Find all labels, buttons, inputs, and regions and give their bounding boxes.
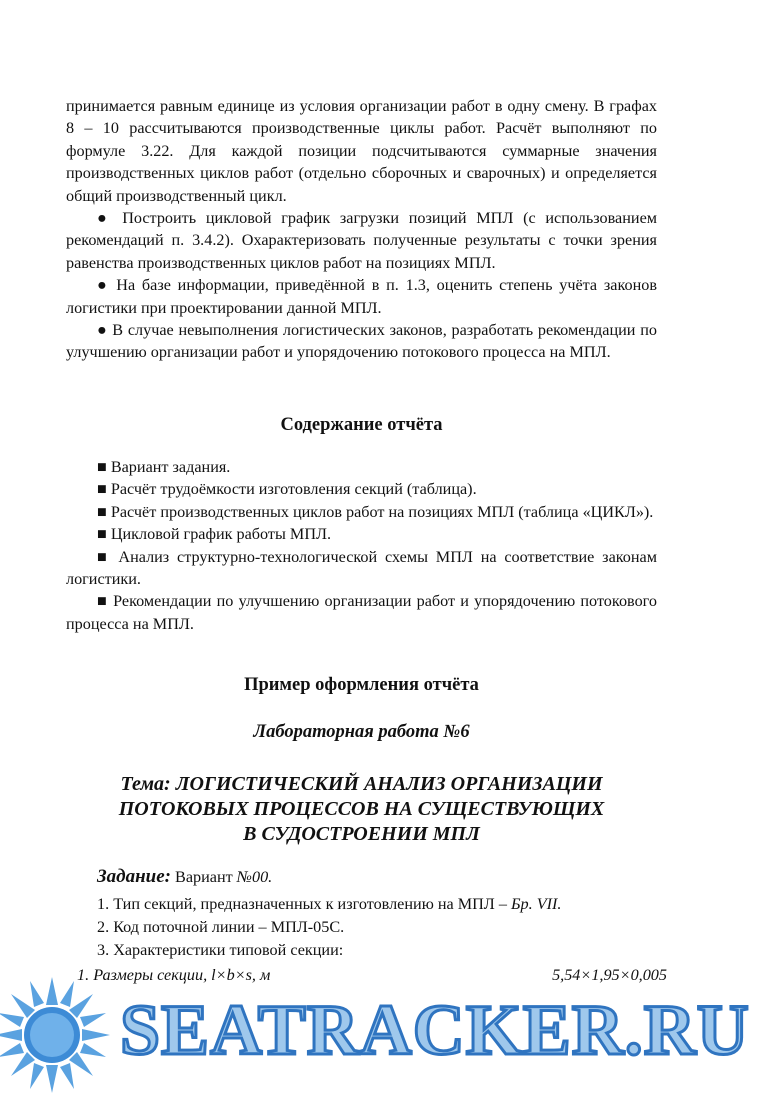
topic-line-1: Тема: ЛОГИСТИЧЕСКИЙ АНАЛИЗ ОРГАНИЗАЦИИ xyxy=(120,773,603,795)
watermark-text: SEATRACKER.RU xyxy=(120,990,750,1070)
task-variant-prefix: Вариант xyxy=(175,868,237,886)
task-item-1-value: Бр. VII. xyxy=(510,895,562,913)
topic-line-2: ПОТОКОВЫХ ПРОЦЕССОВ НА СУЩЕСТВУЮЩИХ xyxy=(118,798,605,820)
report-contents-heading: Содержание отчёта xyxy=(280,415,443,435)
spec-value: 5,54×1,95×0,005 xyxy=(552,966,667,984)
task-item-1-text: 1. Тип секций, предназначенных к изготовлению на МПЛ – xyxy=(97,895,511,913)
report-item-4: ■ Цикловой график работы МПЛ. xyxy=(97,525,332,544)
topic-heading xyxy=(66,772,657,847)
report-item-2: ■ Расчёт трудоёмкости изготовления секций (таблица). xyxy=(97,480,477,499)
intro-paragraph-3: ● На базе информации, приведённой в п. 1.3, оценить степень учёта законов логистики при проектировании данной МПЛ. xyxy=(66,276,657,317)
task-items xyxy=(97,893,657,962)
report-item-5: ■ Анализ структурно-технологической схемы МПЛ на соответствие законам логистики. xyxy=(66,547,657,589)
topic-line-3: В СУДОСТРОЕНИИ МПЛ xyxy=(243,823,480,845)
task-item-3: 3. Характеристики типовой секции: xyxy=(97,941,344,959)
report-item-3: ■ Расчёт производственных циклов работ на позициях МПЛ (таблица «ЦИКЛ»). xyxy=(97,502,654,521)
task-line xyxy=(97,866,272,888)
lab-work-title: Лабораторная работа №6 xyxy=(253,722,470,742)
task-label: Задание: xyxy=(97,866,171,887)
task-variant xyxy=(175,868,272,886)
intro-paragraph-1: принимается равным единице из условия организации работ в одну смену. В графах 8 – 10 рассчитываются производственные циклы работ. Расчёт выполняют по формуле 3.22. Для каждой позиции подсчитываются суммарные значения производственных циклов работ (отдельно сборочных и сварочных) и определяется общий производственный цикл. xyxy=(66,97,657,205)
example-heading: Пример оформления отчёта xyxy=(244,675,479,695)
report-item-1: ■ Вариант задания. xyxy=(97,458,231,476)
report-contents-list xyxy=(66,456,657,635)
spec-label: 1. Размеры секции, l×b×s, м xyxy=(77,966,271,984)
intro-text xyxy=(66,95,657,364)
task-item-2: 2. Код поточной линии – МПЛ-05С. xyxy=(97,918,345,936)
intro-paragraph-4: ● В случае невыполнения логистических законов, разработать рекомендации по улучшению организации работ и упорядочению потокового процесса на МПЛ. xyxy=(66,321,657,362)
task-variant-number: №00. xyxy=(236,868,273,886)
intro-paragraph-2: ● Построить цикловой график загрузки позиций МПЛ (с использованием рекомендаций п. 3.4.2). Охарактеризовать полученные результаты с точки зрения равенства производственных циклов работ на позициях МПЛ. xyxy=(66,209,657,272)
task-item-1 xyxy=(97,893,657,916)
report-item-6: ■ Рекомендации по улучшению организации работ и упорядочению потокового процесса на МПЛ. xyxy=(66,592,657,633)
